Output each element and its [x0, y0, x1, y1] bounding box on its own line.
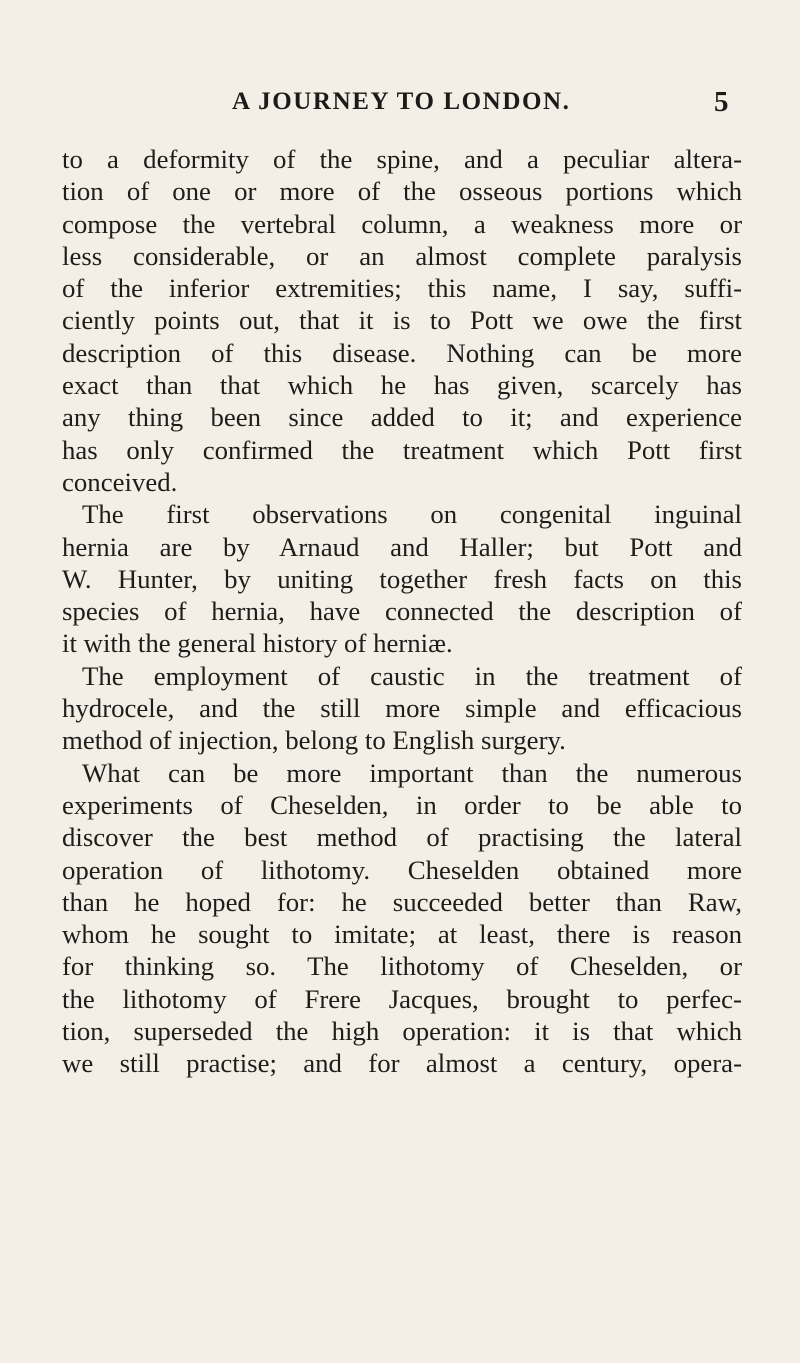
text-line: description of this disease. Nothing can be more: [62, 337, 742, 368]
text-line: compose the vertebral column, a weakness more or: [62, 208, 742, 239]
text-line: tion of one or more of the osseous portions which: [62, 176, 742, 207]
text-line: than he hoped for: he succeeded better than Raw,: [62, 886, 742, 917]
text-line: to a deformity of the spine, and a peculiar altera-: [62, 144, 742, 174]
text-line: What can be more important than the numerous: [82, 757, 742, 788]
text-line: W. Hunter, by uniting together fresh facts on this: [62, 563, 742, 594]
text-line: hydrocele, and the still more simple and efficacious: [62, 693, 742, 724]
text-line: species of hernia, have connected the description of: [62, 596, 742, 627]
text-line: discover the best method of practising the lateral: [62, 822, 742, 853]
page-header: [0, 88, 800, 128]
text-line: tion, superseded the high operation: it is that which: [62, 1016, 742, 1047]
text-line: experiments of Cheselden, in order to be able to: [62, 789, 742, 820]
text-line: for thinking so. The lithotomy of Cheselden, or: [62, 951, 742, 982]
text-line: ciently points out, that it is to Pott we owe the first: [62, 305, 742, 336]
body-text: [62, 143, 742, 1080]
page-number: 5: [714, 86, 729, 118]
text-line: less considerable, or an almost complete paralysis: [62, 240, 742, 271]
text-line: operation of lithotomy. Cheselden obtained more: [62, 854, 742, 885]
text-line: The first observations on congenital inguinal: [82, 499, 742, 530]
text-line: the lithotomy of Frere Jacques, brought to perfec-: [62, 983, 742, 1014]
text-line: conceived.: [62, 466, 178, 497]
text-line: The employment of caustic in the treatment of: [82, 660, 742, 691]
text-line: hernia are by Arnaud and Haller; but Pott and: [62, 531, 742, 562]
running-title: A JOURNEY TO LONDON.: [232, 88, 571, 115]
text-line: method of injection, belong to English surgery.: [62, 725, 566, 756]
text-line: it with the general history of herniæ.: [62, 628, 453, 659]
text-line: any thing been since added to it; and experience: [62, 402, 742, 433]
text-line: of the inferior extremities; this name, I say, suffi-: [62, 273, 742, 304]
text-line: whom he sought to imitate; at least, there is reason: [62, 919, 742, 950]
text-line: has only confirmed the treatment which Pott first: [62, 434, 742, 465]
text-line: we still practise; and for almost a century, opera-: [62, 1048, 742, 1079]
text-line: exact than that which he has given, scarcely has: [62, 370, 742, 401]
